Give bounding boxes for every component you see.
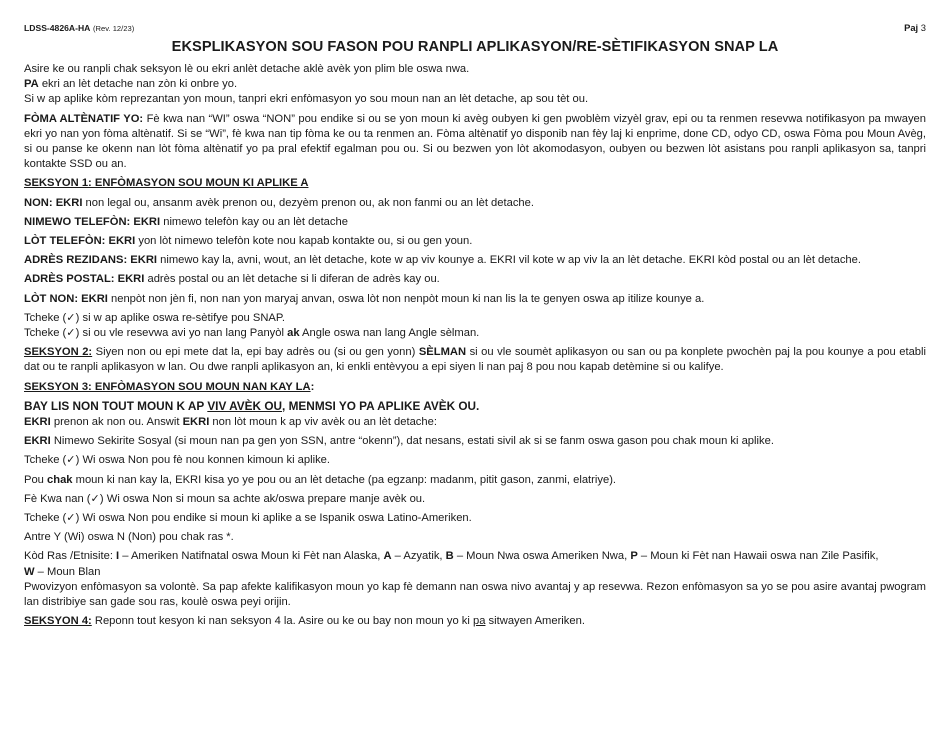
- write-names-bold-2: EKRI: [182, 416, 210, 429]
- check-language-bold: ak: [287, 327, 300, 340]
- section-1-phone-text: nimewo telefòn kay ou an lèt detache: [160, 215, 348, 228]
- page-label: Paj: [904, 22, 919, 33]
- section-3-heading: [24, 380, 926, 395]
- check-hispanic-pre: Tcheke (: [24, 512, 67, 525]
- food-pre: Fè Kwa nan (: [24, 492, 91, 505]
- section-1-other-phone-label: LÒT TELEFÒN: EKRI: [24, 235, 136, 248]
- check-hispanic-post: ) Wi oswa Non pou endike si moun ki aplike a se Ispanik oswa Latino-Ameriken.: [75, 512, 472, 525]
- intro-paragraph-3: Si w ap aplike kòm reprezantan yon moun, tanpri ekri enfòmasyon yo sou moun nan an lèt detache, ap sou tèt ou.: [24, 93, 589, 106]
- section-3-race-entry: Antre Y (Wi) oswa N (Non) pou chak ras *.: [24, 531, 234, 544]
- section-1-other-phone-text: yon lòt nimewo telefòn kote nou kapab kontakte ou, si ou gen youn.: [135, 235, 473, 248]
- document-page: [24, 20, 926, 634]
- section-3-write-names: [24, 415, 926, 430]
- ssn-text: Nimewo Sekirite Sosyal (si moun nan pa gen yon SSN, antre “okenn”), dat nesans, estati sivil ak si se fanm oswa gason pou chak moun ki aplike.: [50, 435, 774, 448]
- section-1-heading-text: SEKSYON 1: ENFÒMASYON SOU MOUN KI APLIKE A: [24, 177, 309, 190]
- section-3-list-instruction: [24, 399, 926, 415]
- page-title: EKSPLIKASYON SOU FASON POU RANPLI APLIKASYON/RE-SÈTIFIKASYON SNAP LA: [171, 39, 779, 55]
- check-snap-pre: Tcheke (: [24, 311, 67, 324]
- section-1-phone-label: NIMEWO TELEFÒN: EKRI: [24, 215, 161, 228]
- check-applying-pre: Tcheke (: [24, 454, 67, 467]
- check-language-post: Angle oswa nan lang Angle sèlman.: [299, 327, 480, 340]
- section-2-text-a: Siyen non ou epi mete dat la, epi bay adrès ou (si ou gen yonn): [92, 346, 419, 359]
- alternate-formats-text: Fè kwa nan “WI” oswa “NON” pou endike si ou se yon moun ki avèg oubyen ki gen pwoblèm vizyèl grav, epi ou ta renmen resevwa notifikasyon pa mwayen ekri yo nan yon fòma altènatif. Si se “Wi”, fè kwa nan tip fòma ke ou ta renmen an. Fòma altènatif yo disponib nan fèy laj ki enprime, done CD, odyo CD, oswa Fòma pou Moun Avèg, si ou panse ke okenn nan lòt fòma altènatif yo pa pral efektif egalman pou ou. Si ou bezwen yon lòt akomodasyon, oubyen ou bezwen lòt asistans pou ranpli aplikasyon sa, tanpri kontakte SSD ou an.: [24, 112, 926, 171]
- section-2-paragraph: [24, 345, 926, 375]
- race-code-p: P: [630, 550, 638, 563]
- race-desc-a: – Azyatik,: [391, 550, 446, 563]
- section-1-other-names: [24, 292, 926, 307]
- section-1-postal-label: ADRÈS POSTAL: EKRI: [24, 273, 145, 286]
- intro-paragraph-1: Asire ke ou ranpli chak seksyon lè ou ekri anlèt detache aklè avèk yon plim ble oswa nwa.: [24, 63, 470, 75]
- list-instruction-underlined: VIV AVÈK OU: [207, 398, 283, 413]
- relationship-bold: chak: [47, 473, 73, 486]
- section-2-text-b: si ou vle soumèt aplikasyon ou san ou pa konplete pwochèn paj la pou kounye a pou etabli dat ou te ranpli aplikasyon w lan. Ou dwe ranpli aplikasyon an, ki enkli entèvyou a epi siyen li nan paj 8 pou nou kapab detèmine si ou kalifye.: [24, 346, 927, 374]
- section-1-name-label: NON: EKRI: [24, 196, 83, 209]
- write-names-post: non lòt moun k ap viv avèk ou an lèt detache:: [209, 416, 437, 429]
- race-desc-b: – Moun Nwa oswa Ameriken Nwa,: [453, 550, 631, 563]
- intro-paragraph-2: [24, 77, 926, 92]
- alternate-formats-label: FÒMA ALTÈNATIF YO:: [24, 112, 144, 125]
- form-id: LDSS-4826A-HA: [24, 23, 91, 33]
- section-1-heading: [24, 176, 926, 191]
- race-code-w: W: [24, 565, 35, 578]
- page-header: [24, 20, 926, 36]
- list-instruction-a: BAY LIS NON TOUT MOUN K AP: [24, 398, 208, 413]
- race-code-i: I: [116, 550, 120, 563]
- section-3-ssn: [24, 434, 926, 449]
- alternate-formats-paragraph: [24, 112, 926, 173]
- section-1-residence-text: nimewo kay la, avni, wout, an lèt detache, kote w ap viv kounye a. EKRI vil kote w ap viv la an lèt detache. EKRI kòd postal ou an lèt detache.: [157, 254, 861, 267]
- section-1-other-phone: [24, 234, 926, 249]
- intro-paragraph-2-bold: PA: [24, 78, 39, 91]
- write-names-mid: prenon ak non ou. Answit: [50, 416, 183, 429]
- section-4-underlined: pa: [473, 615, 486, 628]
- check-language-pre: Tcheke (: [24, 327, 67, 340]
- section-1-postal-text: adrès postal ou an lèt detache si li diferan de adrès kay ou.: [144, 273, 440, 286]
- section-3-check-hispanic: [24, 511, 926, 526]
- list-instruction-b: , MENMSI YO PA APLIKE AVÈK OU.: [282, 398, 480, 413]
- page-number-value: 3: [920, 22, 926, 33]
- section-4-heading: SEKSYON 4:: [24, 615, 92, 628]
- race-desc-w: – Moun Blan: [34, 565, 101, 578]
- checkmark-icon: ✓: [66, 512, 76, 525]
- section-3-race-code-white: [24, 565, 926, 580]
- check-applying-post: ) Wi oswa Non pou fè nou konnen kimoun ki aplike.: [75, 454, 330, 467]
- checkmark-icon: ✓: [66, 454, 76, 467]
- section-1-check-language: [24, 326, 926, 341]
- section-1-phone: [24, 215, 926, 230]
- form-revision: (Rev. 12/23): [93, 24, 135, 33]
- ssn-bold: EKRI: [24, 435, 51, 448]
- section-2-bold: SÈLMAN: [418, 346, 467, 359]
- checkmark-icon: ✓: [66, 311, 76, 324]
- section-1-name-text: non legal ou, ansanm avèk prenon ou, dezyèm prenon ou, ak non fanmi ou an lèt detache.: [82, 196, 534, 209]
- checkmark-icon: ✓: [90, 492, 100, 505]
- section-1-check-snap: [24, 311, 926, 326]
- section-4-text-a: Reponn tout kesyon ki nan seksyon 4 la. Asire ou ke ou bay non moun yo ki: [91, 615, 473, 628]
- write-names-bold-1: EKRI: [24, 416, 51, 429]
- section-1-other-names-text: nenpòt non jèn fi, non nan yon maryaj anvan, oswa lòt non nenpòt moun ki nan lis la te genyen oswa ap itilize kounye a.: [107, 292, 705, 305]
- race-code-b: B: [445, 550, 454, 563]
- section-3-heading-text: SEKSYON 3: ENFÒMASYON SOU MOUN NAN KAY LA: [24, 380, 311, 393]
- section-4-paragraph: [24, 614, 926, 629]
- race-code-a: A: [383, 550, 392, 563]
- check-language-mid: ) si ou vle resevwa avi yo nan lang Panyòl: [75, 327, 288, 340]
- section-3-food: [24, 492, 926, 507]
- section-1-residence-address: [24, 253, 926, 268]
- section-1-other-names-label: LÒT NON: EKRI: [24, 292, 108, 305]
- section-1-postal-address: [24, 272, 926, 287]
- section-3-voluntary: Pwovizyon enfòmasyon sa volontè. Sa pap afekte kalifikasyon moun yo kap fè demann nan oswa nivo avantaj y ap resevwa. Rezon enfòmasyon sa yo se pou asire avantaj pwogram lan distribiye san gade sou ras, koulè oswa peyi orijin.: [24, 580, 926, 609]
- section-1-residence-label: ADRÈS REZIDANS: EKRI: [24, 254, 158, 267]
- section-3-heading-colon: :: [310, 380, 315, 393]
- race-desc-i: – Ameriken Natifnatal oswa Moun ki Fèt nan Alaska,: [119, 550, 384, 563]
- relationship-post: moun ki nan kay la, EKRI kisa yo ye pou ou an lèt detache (pa egzanp: madanm, pitit gason, zanmi, elatriye).: [72, 473, 617, 486]
- section-1-name: [24, 196, 926, 211]
- relationship-pre: Pou: [24, 473, 48, 486]
- section-3-check-applying: [24, 453, 926, 468]
- section-2-heading: SEKSYON 2:: [24, 346, 93, 359]
- check-snap-post: ) si w ap aplike oswa re-sètifye pou SNAP.: [75, 311, 285, 324]
- section-4-text-b: sitwayen Ameriken.: [485, 615, 585, 628]
- section-3-race-codes: [24, 549, 926, 564]
- intro-paragraph-2-text: ekri an lèt detache nan zòn ki onbre yo.: [38, 78, 238, 91]
- race-codes-label: Kòd Ras /Etnisite:: [24, 550, 117, 563]
- checkmark-icon: ✓: [66, 327, 76, 340]
- race-desc-p: – Moun ki Fèt nan Hawaii oswa nan Zile Pasifik,: [637, 550, 879, 563]
- page-number: [904, 20, 926, 35]
- food-post: ) Wi oswa Non si moun sa achte ak/oswa prepare manje avèk ou.: [99, 492, 426, 505]
- section-3-relationship: [24, 473, 926, 488]
